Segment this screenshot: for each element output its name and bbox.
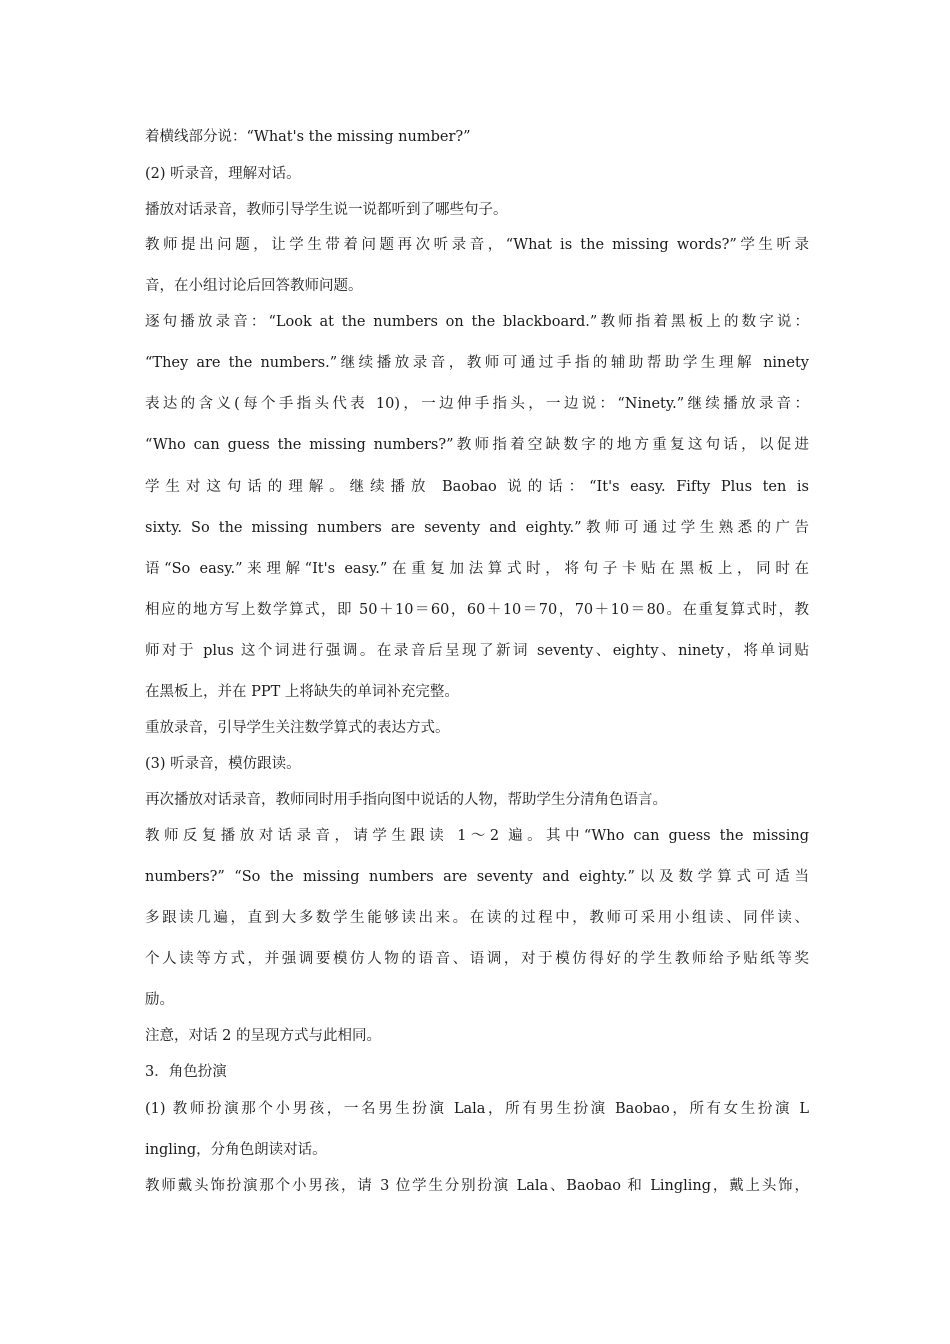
text-line: 注意，对话 2 的呈现方式与此相同。	[145, 1028, 381, 1044]
text-line: 再次播放对话录音，教师同时用手指向图中说话的人物，帮助学生分清角色语言。	[145, 792, 667, 808]
text-line: 教师提出问题，让学生带着问题再次听录音，“What is the missing words?”学生听录	[145, 237, 809, 253]
text-line: 学生对这句话的理解。继续播放 Baobao 说的话：“It's easy. Fifty Plus ten is	[145, 479, 809, 495]
text-line: 音，在小组讨论后回答教师问题。	[145, 278, 363, 294]
text-line: 多跟读几遍，直到大多数学生能够读出来。在读的过程中，教师可采用小组读、同伴读、	[145, 910, 809, 926]
text-line: 重放录音，引导学生关注数学算式的表达方式。	[145, 720, 450, 736]
text-line: 师对于 plus 这个词进行强调。在录音后呈现了新词 seventy、eighty、ninety，将单词贴	[145, 643, 809, 659]
text-line: (2) 听录音，理解对话。	[145, 166, 301, 182]
text-line: 语“So easy.”来理解“It's easy.”在重复加法算式时，将句子卡贴在黑板上，同时在	[145, 561, 809, 577]
text-line: numbers?” “So the missing numbers are seventy and eighty.”以及数学算式可适当	[145, 869, 809, 885]
text-line: 教师反复播放对话录音，请学生跟读 1～2 遍。其中“Who can guess the missing	[145, 828, 809, 844]
text-line: 在黑板上，并在 PPT 上将缺失的单词补充完整。	[145, 684, 459, 700]
section-heading: 3．角色扮演	[145, 1064, 227, 1080]
text-line: (1) 教师扮演那个小男孩，一名男生扮演 Lala，所有男生扮演 Baobao，所有女生扮演 L	[145, 1101, 809, 1117]
text-line: 表达的含义(每个手指头代表 10)，一边伸手指头，一边说：“Ninety.”继续播放录音：	[145, 396, 809, 412]
text-line: “They are the numbers.”继续播放录音，教师可通过手指的辅助帮助学生理解 ninety	[145, 355, 809, 371]
text-line: “Who can guess the missing numbers?”教师指着空缺数字的地方重复这句话，以促进	[145, 437, 809, 453]
text-line: (3) 听录音，模仿跟读。	[145, 756, 301, 772]
text-line: 相应的地方写上数学算式，即 50＋10＝60，60＋10＝70，70＋10＝80。在重复算式时，教	[145, 602, 809, 618]
text-line: 逐句播放录音：“Look at the numbers on the blackboard.”教师指着黑板上的数字说：	[145, 314, 809, 330]
text-line: 励。	[145, 992, 174, 1008]
text-line: 教师戴头饰扮演那个小男孩，请 3 位学生分别扮演 Lala、Baobao 和 Lingling，戴上头饰，	[145, 1178, 809, 1194]
text-line: sixty. So the missing numbers are seventy and eighty.”教师可通过学生熟悉的广告	[145, 520, 809, 536]
text-line: 个人读等方式，并强调要模仿人物的语音、语调，对于模仿得好的学生教师给予贴纸等奖	[145, 951, 809, 967]
text-line: 播放对话录音，教师引导学生说一说都听到了哪些句子。	[145, 202, 508, 218]
text-line: ingling，分角色朗读对话。	[145, 1142, 327, 1158]
text-line: 着横线部分说：“What's the missing number?”	[145, 129, 471, 145]
